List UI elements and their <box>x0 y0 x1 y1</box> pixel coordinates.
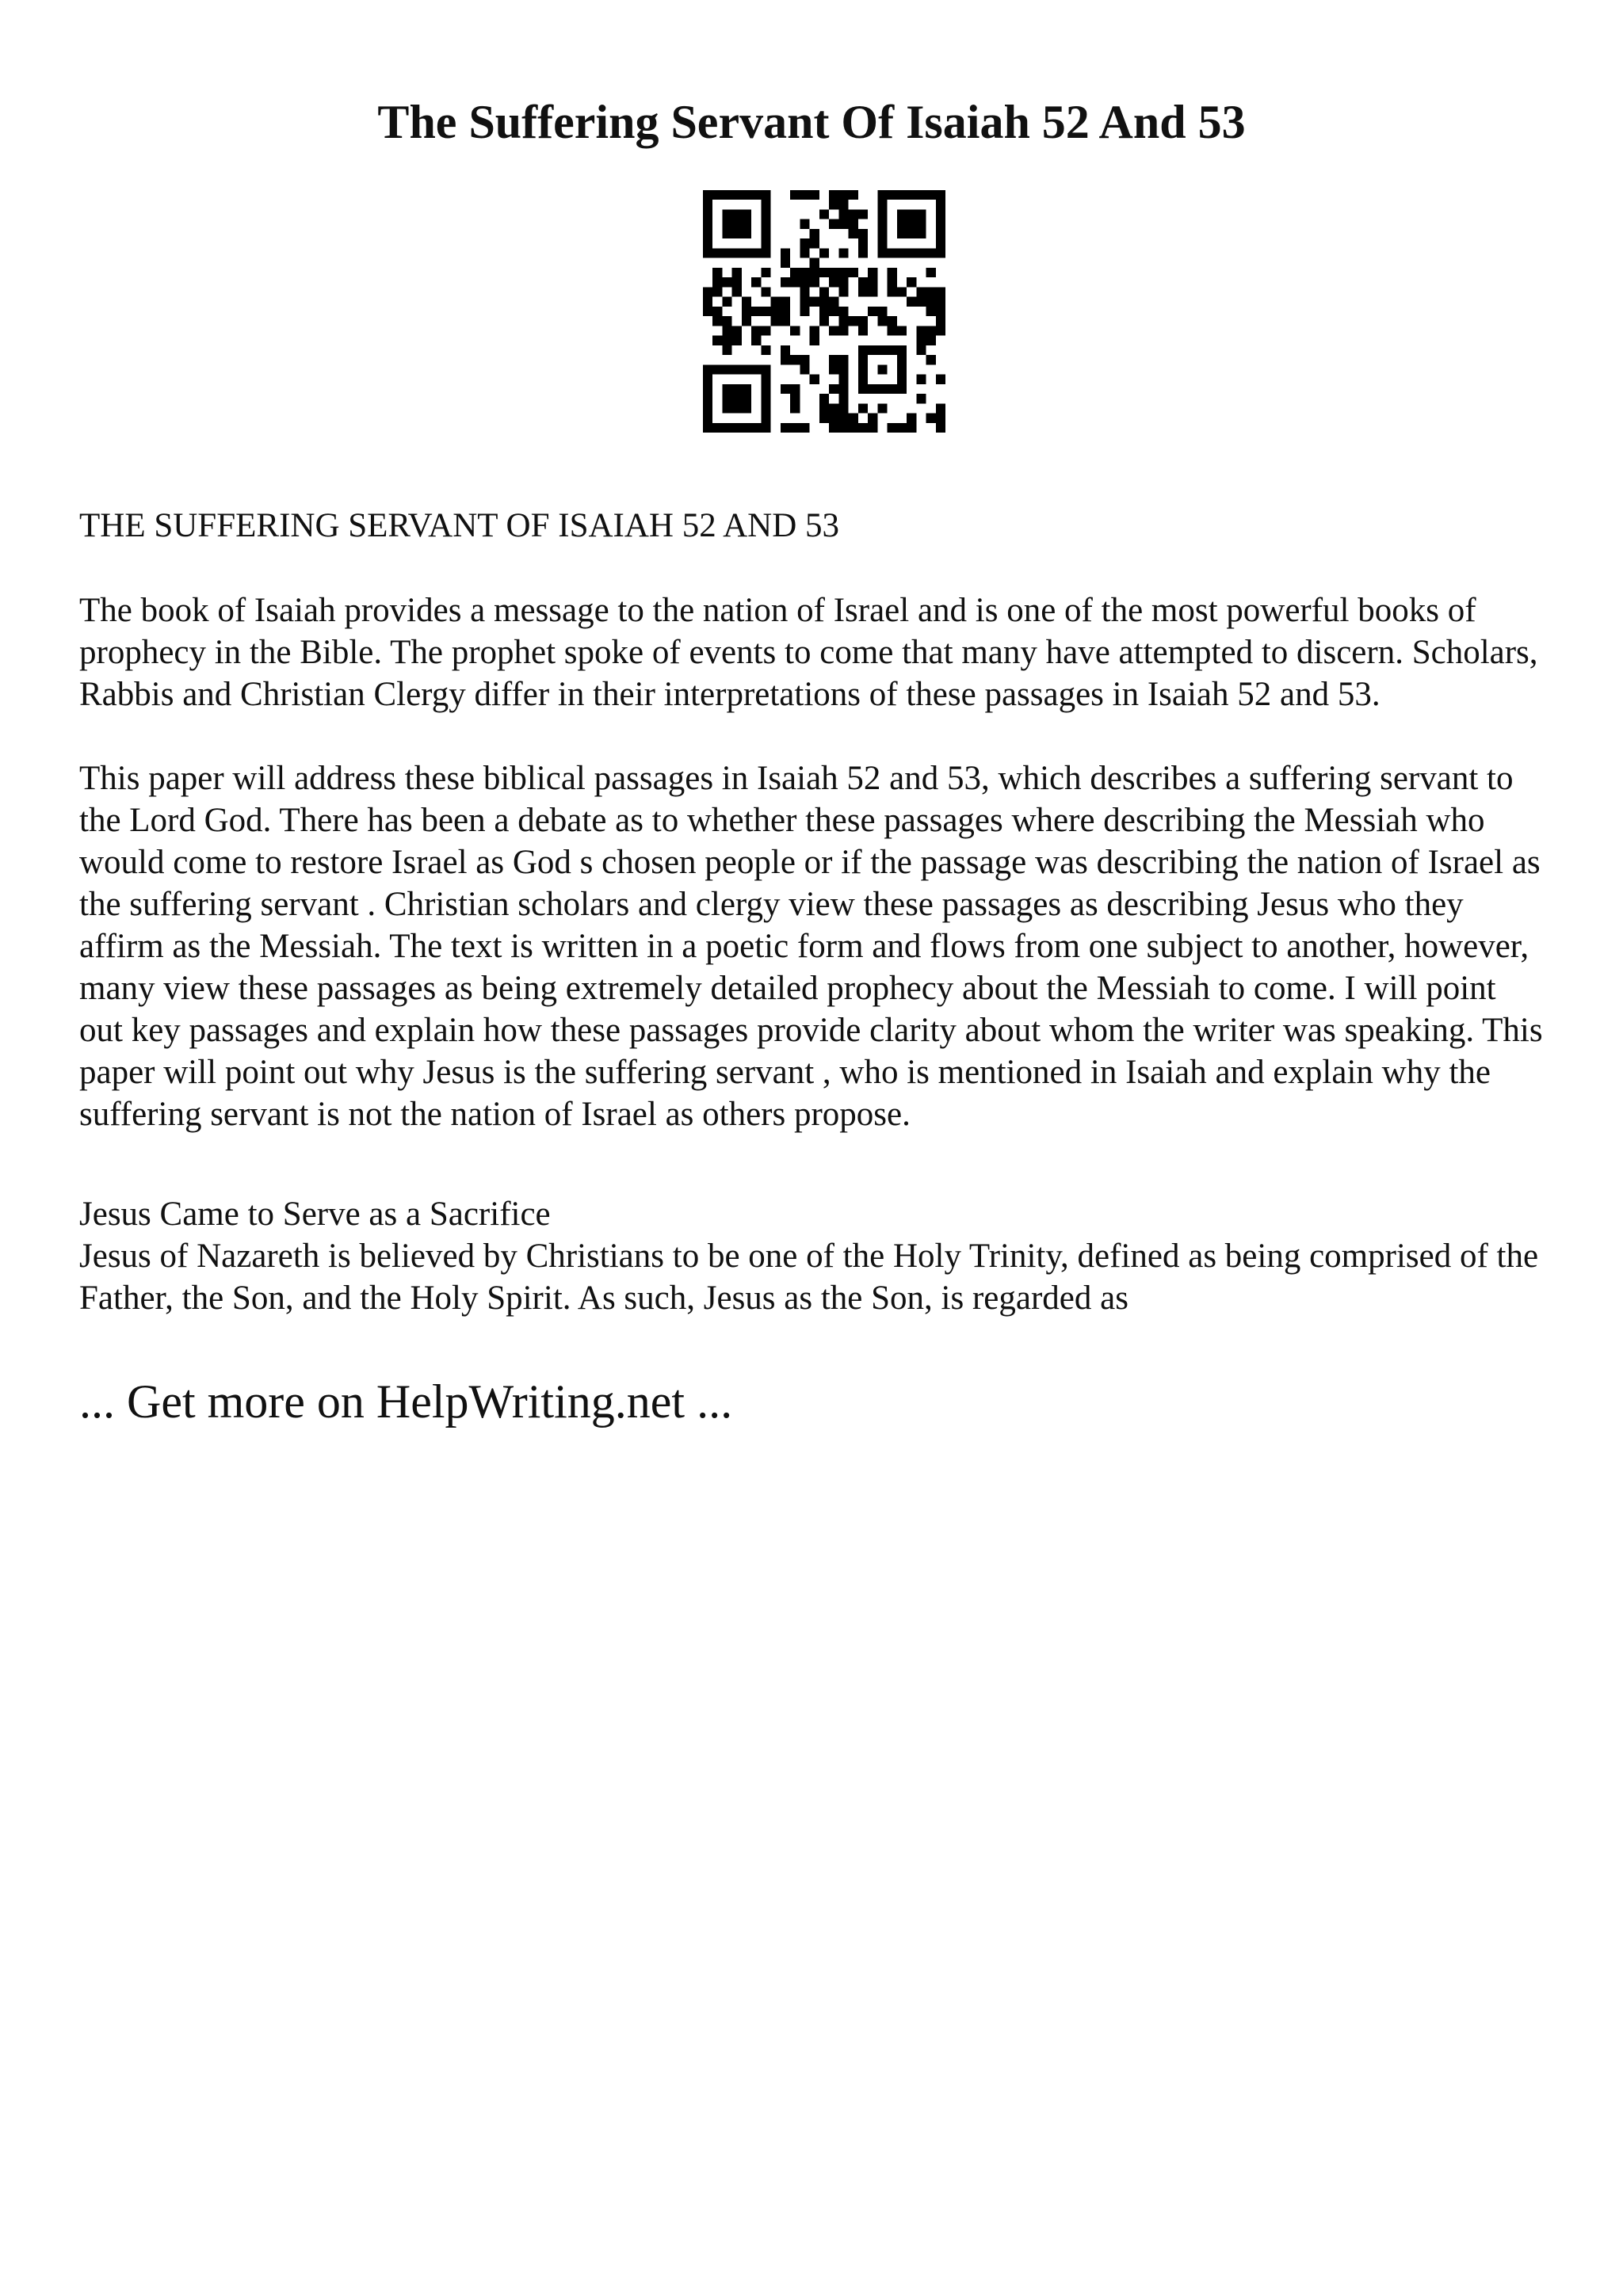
qr-module <box>888 423 897 433</box>
qr-module <box>810 297 819 307</box>
qr-module <box>838 316 848 326</box>
qr-module <box>781 345 790 355</box>
qr-module <box>926 297 936 307</box>
qr-module <box>877 403 887 413</box>
qr-module <box>781 258 790 268</box>
qr-module <box>838 326 848 335</box>
qr-module <box>936 297 945 307</box>
qr-module <box>829 297 838 307</box>
qr-module <box>897 423 907 433</box>
qr-module <box>888 268 897 277</box>
qr-module <box>712 268 722 277</box>
qr-module <box>800 307 809 316</box>
qr-module <box>751 336 761 345</box>
qr-module <box>790 190 800 200</box>
qr-module <box>790 355 800 364</box>
qr-module <box>868 287 877 296</box>
qr-module <box>936 287 945 296</box>
qr-module <box>810 326 819 335</box>
qr-module <box>751 307 761 316</box>
qr-module <box>916 287 926 296</box>
qr-module <box>849 268 858 277</box>
qr-module <box>781 384 790 394</box>
qr-module <box>838 277 848 287</box>
qr-module <box>712 316 722 326</box>
qr-module <box>897 326 907 335</box>
qr-module <box>712 287 722 296</box>
qr-module <box>849 219 858 229</box>
qr-module <box>781 277 790 287</box>
qr-module <box>703 297 712 307</box>
qr-module <box>926 326 936 335</box>
qr-module <box>829 355 838 364</box>
qr-module <box>858 248 868 257</box>
qr-module <box>829 403 838 413</box>
qr-module <box>829 268 838 277</box>
qr-module <box>888 316 897 326</box>
qr-module <box>926 336 936 345</box>
qr-module <box>888 277 897 287</box>
qr-module <box>712 307 722 316</box>
qr-module <box>936 307 945 316</box>
qr-module <box>936 375 945 384</box>
qr-module <box>800 287 809 296</box>
qr-module <box>732 277 742 287</box>
qr-module <box>849 229 858 238</box>
qr-module <box>829 423 838 433</box>
qr-module <box>810 238 819 248</box>
qr-module <box>829 307 838 316</box>
qr-module <box>800 238 809 248</box>
qr-module <box>888 326 897 335</box>
section-subheading: Jesus Came to Serve as a Sacrifice <box>79 1196 551 1233</box>
qr-module <box>819 316 829 326</box>
qr-module <box>858 209 868 219</box>
qr-module <box>800 268 809 277</box>
qr-module <box>722 277 731 287</box>
qr-module <box>722 316 731 326</box>
qr-module <box>936 316 945 326</box>
qr-module <box>761 307 770 316</box>
qr-module <box>829 364 838 374</box>
qr-module <box>858 326 868 335</box>
qr-module <box>800 248 809 257</box>
qr-module <box>810 336 819 345</box>
qr-module <box>936 414 945 423</box>
paragraph-thesis: This paper will address these biblical passages in Isaiah 52 and 53, which describes a suffering servant to the Lord God. There has been a debate as to whether these passages where describing the Messiah who would come to restore Israel as God s chosen people or if the passage was describing the nation of Israel as the suffering servant . Christian scholars and clergy view these passages as describing Jesus who they affirm as the Messiah. The text is written in a poetic form and flows from one subject to another, however, many view these passages as being extremely detailed prophecy about the Messiah to come. I will point out key passages and explain how these passages provide clarity about whom the writer was speaking. This paper will point out why Jesus is the suffering servant , who is mentioned in Isaiah and explain why the suffering servant is not the nation of Israel as others propose. <box>79 760 1543 1133</box>
qr-module <box>810 277 819 287</box>
qr-module <box>926 414 936 423</box>
qr-module <box>897 287 907 296</box>
qr-module <box>926 355 936 364</box>
qr-module <box>907 297 916 307</box>
qr-module <box>732 268 742 277</box>
qr-module <box>907 414 916 423</box>
qr-module <box>819 209 829 219</box>
qr-module <box>849 414 858 423</box>
qr-module <box>916 297 926 307</box>
qr-module <box>838 209 848 219</box>
qr-module <box>722 326 731 335</box>
qr-module <box>819 414 829 423</box>
qr-module <box>732 336 742 345</box>
qr-module <box>868 277 877 287</box>
qr-module <box>703 287 712 296</box>
qr-module <box>722 297 731 307</box>
qr-module <box>800 297 809 307</box>
qr-module <box>722 336 731 345</box>
qr-module <box>916 336 926 345</box>
qr-module <box>838 384 848 394</box>
qr-module <box>761 345 770 355</box>
qr-module <box>790 384 800 394</box>
qr-module <box>819 297 829 307</box>
document-title: The Suffering Servant Of Isaiah 52 And 53 <box>377 96 1246 148</box>
qr-module <box>907 423 916 433</box>
qr-module <box>810 190 819 200</box>
qr-module <box>771 307 781 316</box>
qr-module <box>838 414 848 423</box>
uppercase-heading: THE SUFFERING SERVANT OF ISAIAH 52 AND 53 <box>79 507 839 544</box>
qr-module <box>742 307 751 316</box>
qr-module <box>858 316 868 326</box>
qr-module <box>771 316 781 326</box>
qr-module <box>916 345 926 355</box>
qr-module <box>800 355 809 364</box>
qr-module <box>742 316 751 326</box>
qr-module <box>751 277 761 287</box>
qr-module <box>790 277 800 287</box>
qr-module <box>849 190 858 200</box>
qr-module <box>868 307 877 316</box>
qr-module <box>781 297 790 307</box>
qr-module <box>781 307 790 316</box>
qr-module <box>781 248 790 257</box>
qr-module <box>838 375 848 384</box>
qr-module <box>800 219 809 229</box>
qr-module <box>916 326 926 335</box>
qr-module <box>838 248 848 257</box>
qr-module <box>819 287 829 296</box>
qr-module <box>781 423 790 433</box>
qr-module <box>829 219 838 229</box>
qr-module <box>868 268 877 277</box>
qr-module <box>819 248 829 257</box>
qr-module <box>838 190 848 200</box>
qr-module <box>810 229 819 238</box>
qr-module <box>781 316 790 326</box>
paragraph-intro: The book of Isaiah provides a message to the nation of Israel and is one of the most powerful books of prophecy in the Bible. The prophet spoke of events to come that many have attempted to discern. Scholars, Rabbis and Christian Clergy differ in their interpretations of these passages in Isaiah 52 and 53. <box>79 592 1538 713</box>
qr-module <box>858 403 868 413</box>
qr-module <box>810 268 819 277</box>
qr-module <box>858 277 868 287</box>
qr-module <box>829 190 838 200</box>
qr-module <box>732 326 742 335</box>
qr-module <box>838 307 848 316</box>
qr-module <box>838 219 848 229</box>
qr-module <box>790 423 800 433</box>
qr-module <box>751 326 761 335</box>
qr-module <box>790 394 800 403</box>
qr-module <box>838 364 848 374</box>
qr-module <box>849 316 858 326</box>
qr-code-graphic <box>703 190 945 433</box>
qr-module <box>829 414 838 423</box>
qr-module <box>742 297 751 307</box>
qr-module <box>819 403 829 413</box>
qr-module <box>868 414 877 423</box>
qr-module <box>722 345 731 355</box>
qr-module <box>819 268 829 277</box>
qr-module <box>907 277 916 287</box>
qr-module <box>790 403 800 413</box>
get-more-link[interactable]: ... Get more on HelpWriting.net ... <box>79 1375 733 1428</box>
qr-module <box>849 209 858 219</box>
qr-module <box>936 423 945 433</box>
qr-module <box>761 287 770 296</box>
qr-module <box>868 423 877 433</box>
qr-module <box>800 277 809 287</box>
qr-module <box>936 403 945 413</box>
qr-module <box>819 394 829 403</box>
qr-module <box>926 268 936 277</box>
qr-module <box>819 307 829 316</box>
qr-module <box>771 297 781 307</box>
qr-module <box>877 307 887 316</box>
qr-module <box>761 268 770 277</box>
qr-module <box>936 326 945 335</box>
qr-module <box>849 423 858 433</box>
qr-module <box>858 287 868 296</box>
qr-module <box>838 403 848 413</box>
qr-module <box>810 375 819 384</box>
qr-module <box>916 394 926 403</box>
qr-module <box>732 287 742 296</box>
qr-module <box>877 316 887 326</box>
qr-module <box>838 200 848 209</box>
qr-code-icon[interactable] <box>703 190 945 433</box>
qr-module <box>781 355 790 364</box>
qr-module <box>800 423 809 433</box>
qr-module <box>888 287 897 296</box>
qr-module <box>838 394 848 403</box>
qr-module <box>761 326 770 335</box>
qr-module <box>858 229 868 238</box>
qr-module <box>703 307 712 316</box>
qr-module <box>829 200 838 209</box>
qr-module <box>712 336 722 345</box>
qr-module <box>838 268 848 277</box>
qr-module <box>800 364 809 374</box>
qr-module <box>800 190 809 200</box>
qr-module <box>926 307 936 316</box>
qr-module <box>790 268 800 277</box>
qr-module <box>926 287 936 296</box>
paragraph-trinity: Jesus of Nazareth is believed by Christians to be one of the Holy Trinity, defined as being comprised of the Father, the Son, and the Holy Spirit. As such, Jesus as the Son, is regarded as <box>79 1238 1539 1317</box>
qr-module <box>858 238 868 248</box>
qr-module <box>810 258 819 268</box>
qr-module <box>838 355 848 364</box>
qr-module <box>829 326 838 335</box>
qr-module <box>916 375 926 384</box>
qr-module <box>838 287 848 296</box>
qr-module <box>858 423 868 433</box>
qr-module <box>790 326 800 335</box>
qr-module <box>829 277 838 287</box>
qr-module <box>838 423 848 433</box>
qr-module <box>829 384 838 394</box>
qr-module <box>712 277 722 287</box>
